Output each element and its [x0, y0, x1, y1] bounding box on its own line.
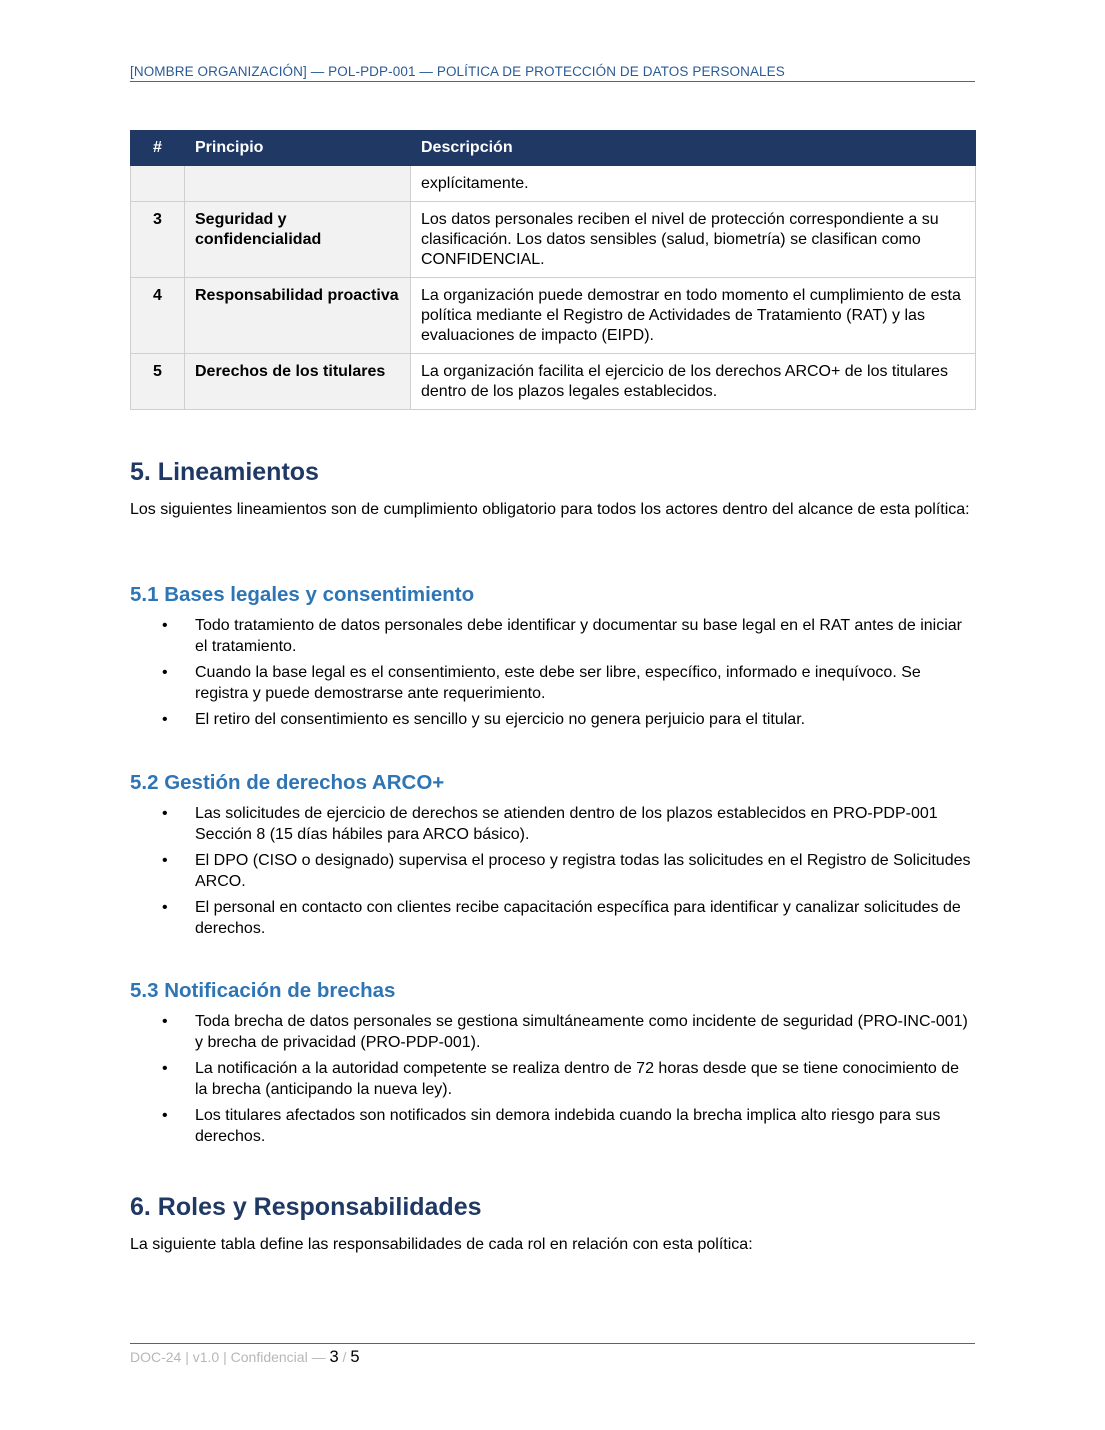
list-item: [130, 897, 975, 939]
subsection-5-1-heading: 5.1 Bases legales y consentimiento: [130, 583, 475, 606]
page-header: [NOMBRE ORGANIZACIÓN] — POL-PDP-001 — POLÍTICA DE PROTECCIÓN DE DATOS PERSONALES: [130, 64, 975, 82]
bullet-icon: •: [162, 617, 168, 634]
bullet-icon: •: [162, 711, 168, 728]
subsection-5-3-heading: 5.3 Notificación de brechas: [130, 979, 396, 1002]
section-6-heading: 6. Roles y Responsabilidades: [130, 1193, 482, 1221]
principles-table: [130, 130, 976, 410]
row-principle: Derechos de los titulares: [185, 354, 411, 410]
list-item-text: Toda brecha de datos personales se gestiona simultáneamente como incidente de seguridad (PRO-INC-001) y brecha de privacidad (PRO-PDP-001).: [195, 1013, 968, 1051]
bullet-icon: •: [162, 1013, 168, 1030]
row-description: Los datos personales reciben el nivel de protección correspondiente a su clasificación. Los datos sensibles (salud, biometría) se clasifican como CONFIDENCIAL.: [411, 202, 976, 278]
list-item: [130, 662, 975, 704]
column-header-description: Descripción: [411, 131, 976, 166]
bullet-icon: •: [162, 852, 168, 869]
table-header-row: [131, 131, 976, 166]
page-footer: [130, 1343, 975, 1367]
row-number: 5: [131, 354, 185, 410]
table-row: [131, 278, 976, 354]
list-item: [130, 1011, 975, 1053]
list-item: [130, 1105, 975, 1147]
page-total: 5: [350, 1348, 360, 1366]
row-number: 4: [131, 278, 185, 354]
row-principle: [185, 166, 411, 202]
subsection-5-2-list: [130, 803, 975, 944]
row-number: 3: [131, 202, 185, 278]
column-header-principle: Principio: [185, 131, 411, 166]
row-principle: Seguridad y confidencialidad: [185, 202, 411, 278]
list-item-text: El retiro del consentimiento es sencillo y su ejercicio no genera perjuicio para el titular.: [195, 711, 806, 728]
section-5-heading: 5. Lineamientos: [130, 458, 319, 486]
list-item: [130, 803, 975, 845]
subsection-5-3-list: [130, 1011, 975, 1152]
row-number: [131, 166, 185, 202]
row-description: La organización puede demostrar en todo momento el cumplimiento de esta política mediante el Registro de Actividades de Tratamiento (RAT) y las evaluaciones de impacto (EIPD).: [411, 278, 976, 354]
footer-doc-info: DOC-24 | v1.0 | Confidencial —: [130, 1349, 326, 1365]
list-item: [130, 1058, 975, 1100]
list-item-text: Las solicitudes de ejercicio de derechos se atienden dentro de los plazos establecidos en PRO-PDP-001 Sección 8 (15 días hábiles para ARCO básico).: [195, 805, 938, 843]
table-row: [131, 202, 976, 278]
list-item-text: Cuando la base legal es el consentimiento, este debe ser libre, específico, informado e inequívoco. Se registra y puede demostrarse ante requerimiento.: [195, 664, 921, 702]
list-item: [130, 709, 975, 730]
table-row: [131, 166, 976, 202]
list-item-text: El DPO (CISO o designado) supervisa el proceso y registra todas las solicitudes en el Registro de Solicitudes ARCO.: [195, 852, 971, 890]
row-principle: Responsabilidad proactiva: [185, 278, 411, 354]
bullet-icon: •: [162, 1107, 168, 1124]
list-item-text: Todo tratamiento de datos personales debe identificar y documentar su base legal en el RAT antes de iniciar el tratamiento.: [195, 617, 962, 655]
list-item: [130, 615, 975, 657]
list-item-text: La notificación a la autoridad competente se realiza dentro de 72 horas desde que se tiene conocimiento de la brecha (anticipando la nueva ley).: [195, 1060, 960, 1098]
list-item-text: El personal en contacto con clientes recibe capacitación específica para identificar y canalizar solicitudes de derechos.: [195, 899, 961, 937]
page-separator: /: [342, 1349, 347, 1365]
section-5-intro: Los siguientes lineamientos son de cumplimiento obligatorio para todos los actores dentro del alcance de esta política:: [130, 501, 970, 518]
column-header-number: #: [131, 131, 185, 166]
subsection-5-1-list: [130, 615, 975, 735]
row-description: explícitamente.: [411, 166, 976, 202]
row-description: La organización facilita el ejercicio de los derechos ARCO+ de los titulares dentro de los plazos legales establecidos.: [411, 354, 976, 410]
list-item: [130, 850, 975, 892]
page-number: 3: [329, 1348, 339, 1366]
subsection-5-2-heading: 5.2 Gestión de derechos ARCO+: [130, 771, 445, 794]
bullet-icon: •: [162, 1060, 168, 1077]
bullet-icon: •: [162, 805, 168, 822]
table-row: [131, 354, 976, 410]
bullet-icon: •: [162, 664, 168, 681]
list-item-text: Los titulares afectados son notificados sin demora indebida cuando la brecha implica alto riesgo para sus derechos.: [195, 1107, 941, 1145]
section-6-intro: La siguiente tabla define las responsabilidades de cada rol en relación con esta política:: [130, 1236, 753, 1253]
bullet-icon: •: [162, 899, 168, 916]
